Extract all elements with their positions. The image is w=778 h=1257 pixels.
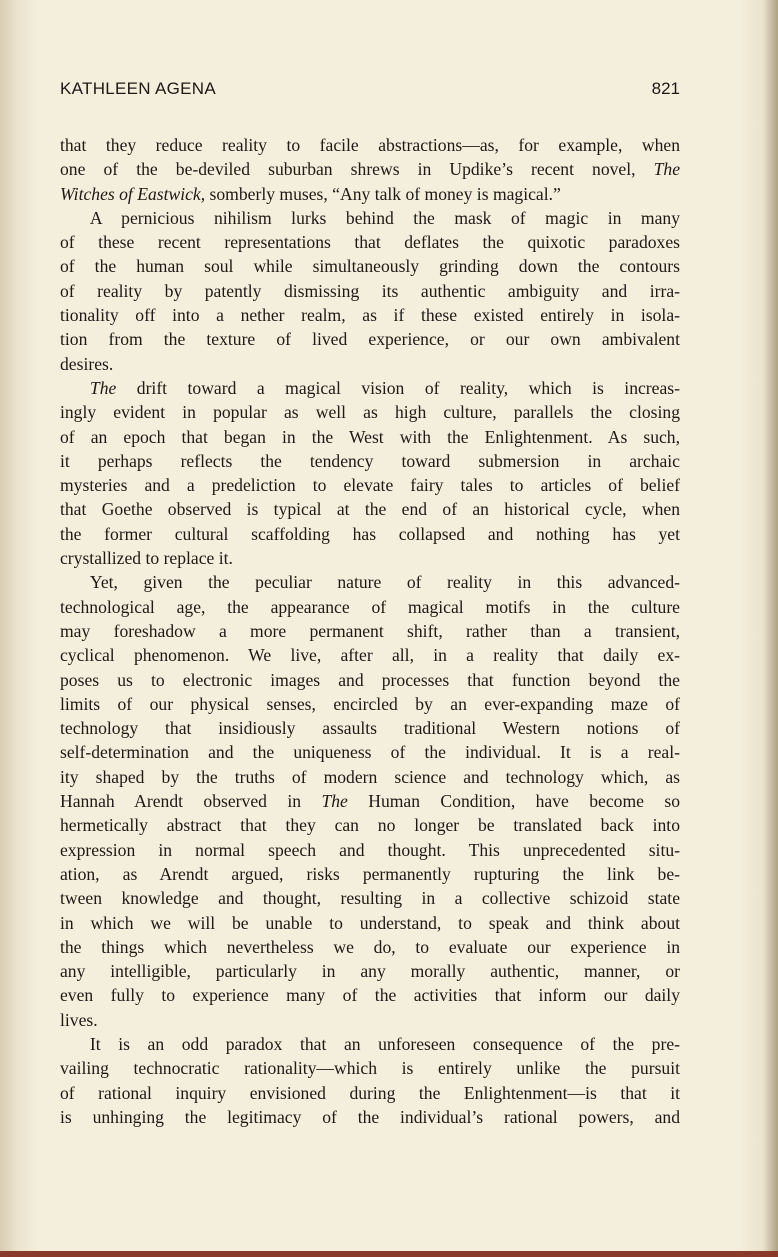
text-line: It is an odd paradox that an unforeseen consequence of the pre- [89,1033,680,1054]
page-edge-shadow [764,0,778,1257]
italic-title: The [653,159,680,180]
italic-title: Witches of Eastwick, [60,183,206,204]
paragraph [60,376,680,570]
text-line: self-determination and the uniqueness of the individual. It is a real- [60,742,680,763]
text-line: limits of our physical senses, encircled by an ever-expanding maze of [60,693,680,714]
text-line: is unhinging the legitimacy of the individual’s rational powers, and [60,1106,680,1127]
text-line: even fully to experience many of the activities that inform our daily [60,985,680,1006]
text-line: tion from the texture of lived experience, or our own ambivalent [60,329,680,350]
text-line: A pernicious nihilism lurks behind the mask of magic in many [89,207,680,228]
text-line: that they reduce reality to facile abstractions—as, for example, when [60,135,680,155]
text-line: desires. [60,353,114,374]
text-line: crystallized to replace it. [60,548,233,569]
page-bottom-edge [0,1251,778,1257]
text-line: may foreshadow a more permanent shift, rather than a transient, [60,620,680,641]
page-number: 821 [651,79,680,98]
page-header [60,79,680,103]
text-line: ingly evident in popular as well as high culture, parallels the closing [60,402,680,423]
italic-title: The [89,377,117,398]
text-line: any intelligible, particularly in any morally authentic, manner, or [60,961,680,982]
text-line: expression in normal speech and thought. This unprecedented situ- [60,839,680,860]
text-line: ity shaped by the truths of modern science and technology which, as [60,766,680,787]
text-line: technological age, the appearance of magical motifs in the culture [60,596,680,617]
text-line: of these recent representations that deflates the quixotic paradoxes [60,232,680,253]
text-line: vailing technocratic rationality—which is entirely unlike the pursuit [60,1058,680,1079]
text-line: the former cultural scaffolding has collapsed and nothing has yet [60,523,680,544]
italic-title: The [321,791,348,812]
paragraph [60,570,680,1032]
text-line: cyclical phenomenon. We live, after all, in a reality that daily ex- [60,645,680,666]
text-line: of an epoch that began in the West with the Enlightenment. As such, [60,426,680,447]
running-head: KATHLEEN AGENA [60,79,216,98]
text-line: Yet, given the peculiar nature of reality in this advanced- [89,572,680,593]
text-line: one of the be-deviled suburban shrews in Updike’s recent novel, The [60,159,680,180]
text-line: Witches of Eastwick, somberly muses, “Any talk of money is magical.” [60,183,561,204]
text-line: that Goethe observed is typical at the end of an historical cycle, when [60,499,680,520]
text-line: tween knowledge and thought, resulting in a collective schizoid state [60,888,680,909]
text-line: it perhaps reflects the tendency toward submersion in archaic [60,450,680,471]
text-line: hermetically abstract that they can no longer be translated back into [60,815,680,836]
text-line: poses us to electronic images and processes that function beyond the [60,669,680,690]
text-line: ation, as Arendt argued, risks permanently rupturing the link be- [60,863,680,884]
text-line: Hannah Arendt observed in The Human Condition, have become so [60,791,680,812]
text-line: in which we will be unable to understand, to speak and think about [60,912,680,933]
text-line: the things which nevertheless we do, to evaluate our experience in [60,936,680,957]
text-line: of reality by patently dismissing its authentic ambiguity and irra- [60,280,680,301]
text-line: technology that insidiously assaults traditional Western notions of [60,718,680,739]
body-text [60,133,680,1129]
text-line: of the human soul while simultaneously grinding down the contours [60,256,680,277]
text-line: mysteries and a predeliction to elevate fairy tales to articles of belief [60,475,680,496]
paragraph [60,133,680,206]
paragraph [60,1032,680,1129]
text-line: of rational inquiry envisioned during the Enlightenment—is that it [60,1082,680,1103]
text-line: tionality off into a nether realm, as if these existed entirely in isola- [60,305,680,326]
text-line: lives. [60,1009,98,1030]
paragraph [60,206,680,376]
text-line: The drift toward a magical vision of reality, which is increas- [89,377,680,398]
